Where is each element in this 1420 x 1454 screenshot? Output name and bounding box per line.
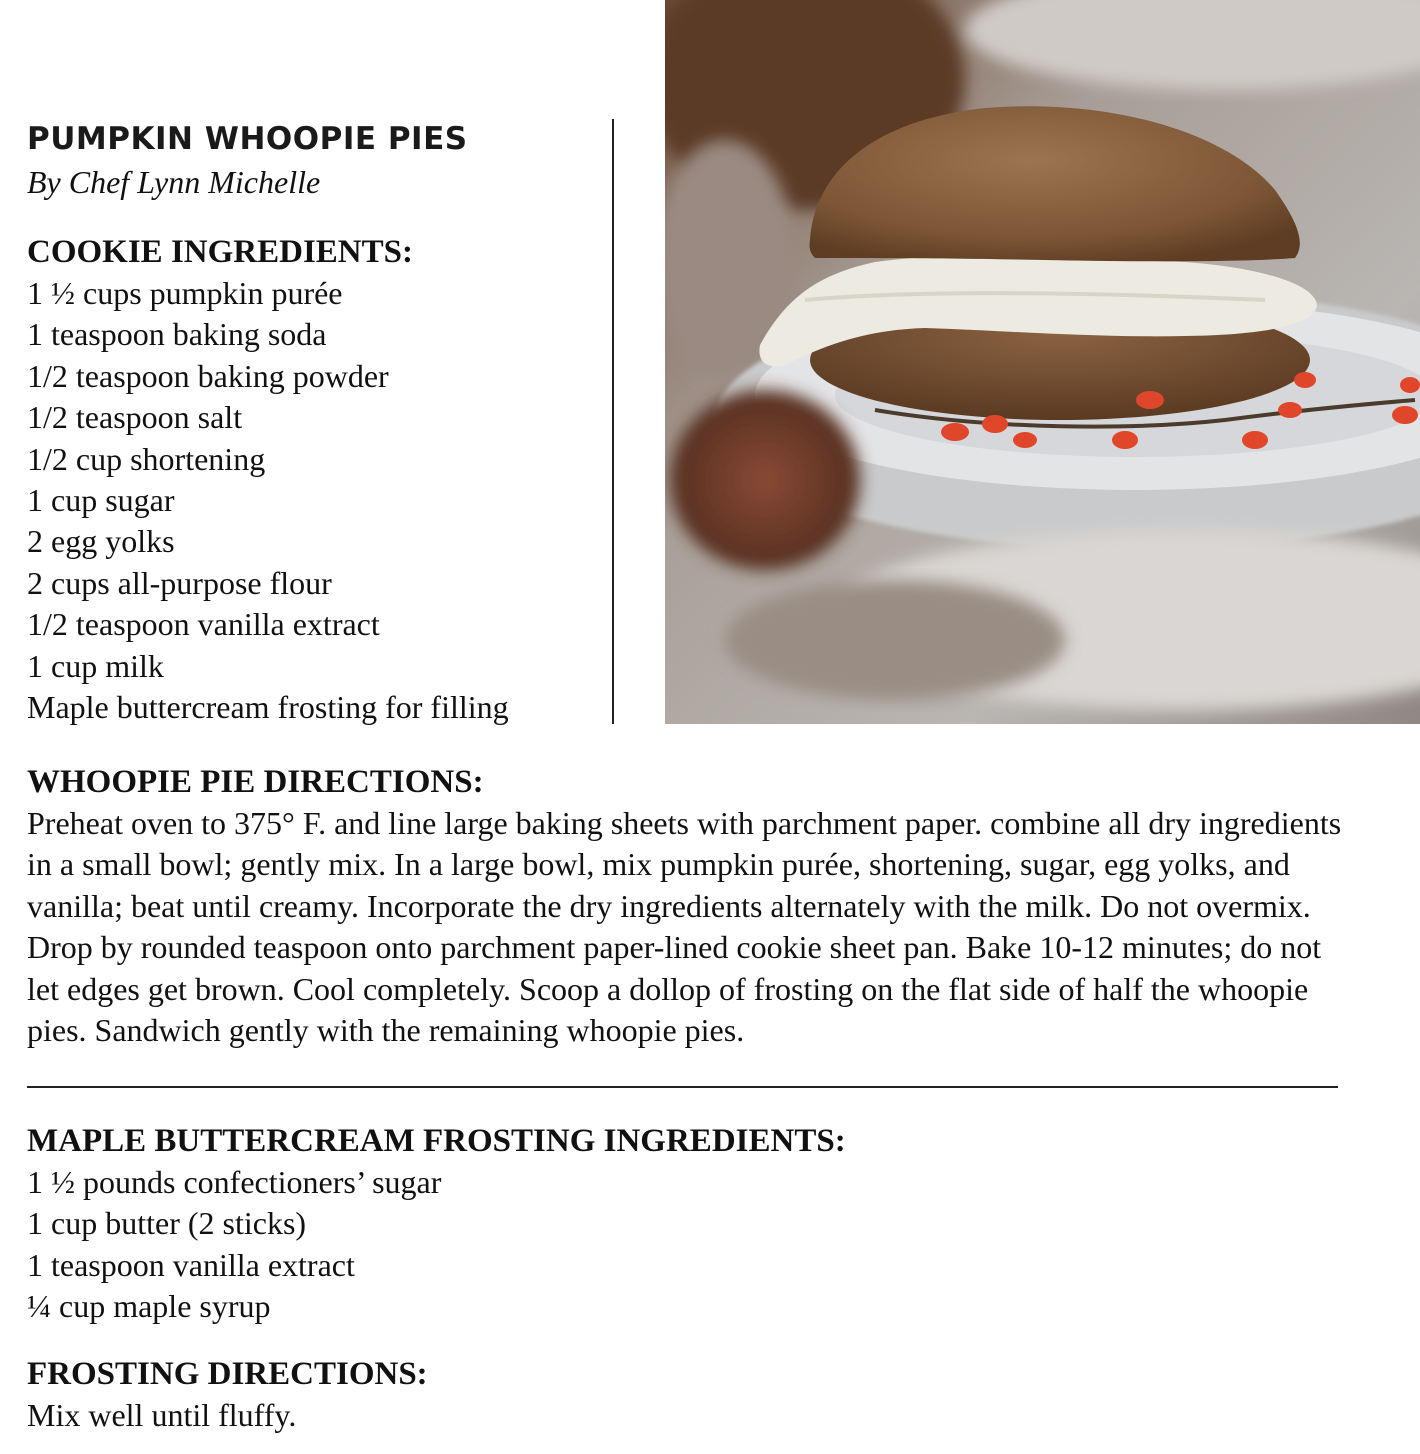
frosting-ingredients-list xyxy=(27,1162,441,1328)
ingredient-item: 1/2 cup shortening xyxy=(27,440,266,477)
ingredient-item: Maple buttercream frosting for filling xyxy=(27,688,509,725)
frosting-directions-text: Mix well until fluffy. xyxy=(27,1397,297,1433)
ingredient-item: 2 egg yolks xyxy=(27,523,175,560)
ingredient-item: 1/2 teaspoon salt xyxy=(27,399,243,436)
frosting-directions-heading: FROSTING DIRECTIONS: xyxy=(27,1356,428,1392)
ingredient-item: 1/2 teaspoon vanilla extract xyxy=(27,606,380,643)
cookie-ingredients-list xyxy=(27,273,509,728)
whoopie-pie-photo xyxy=(665,0,1420,724)
directions-text: Preheat oven to 375° F. and line large baking sheets with parchment paper. combine all dry ingredients in a small bowl; gently mix. In a large bowl, mix pumpkin purée, shortening, sugar, egg yolks, and vanilla; beat until creamy. Incorporate the dry ingredients alternately with the milk. Do not overmix. Drop by rounded teaspoon onto parchment paper-lined cookie sheet pan. Bake 10-12 minutes; do not let edges get brown. Cool completely. Scoop a dollop of frosting on the flat side of half the whoopie pies. Sandwich gently with the remaining whoopie pies. xyxy=(27,805,1342,1049)
ingredient-item: 1 teaspoon baking soda xyxy=(27,316,327,353)
frosting-ingredients-heading: MAPLE BUTTERCREAM FROSTING INGREDIENTS: xyxy=(27,1123,846,1159)
ingredient-item: 1 ½ cups pumpkin purée xyxy=(27,275,343,311)
cookie-ingredients-heading: COOKIE INGREDIENTS: xyxy=(27,234,413,270)
ingredient-item: ¼ cup maple syrup xyxy=(27,1288,271,1325)
ingredient-item: 1/2 teaspoon baking powder xyxy=(27,357,389,394)
ingredient-item: 2 cups all-purpose flour xyxy=(27,564,332,601)
ingredient-item: 1 cup sugar xyxy=(27,481,175,518)
ingredient-item: 1 cup milk xyxy=(27,647,164,684)
column-divider xyxy=(612,119,614,724)
ingredient-item: 1 teaspoon vanilla extract xyxy=(27,1246,355,1283)
section-divider xyxy=(27,1086,1338,1088)
directions-heading: WHOOPIE PIE DIRECTIONS: xyxy=(27,764,484,800)
recipe-title: PUMPKIN WHOOPIE PIES xyxy=(27,121,468,157)
recipe-byline: By Chef Lynn Michelle xyxy=(27,164,321,200)
ingredient-item: 1 ½ pounds confectioners’ sugar xyxy=(27,1164,442,1200)
ingredient-item: 1 cup butter (2 sticks) xyxy=(27,1205,307,1242)
